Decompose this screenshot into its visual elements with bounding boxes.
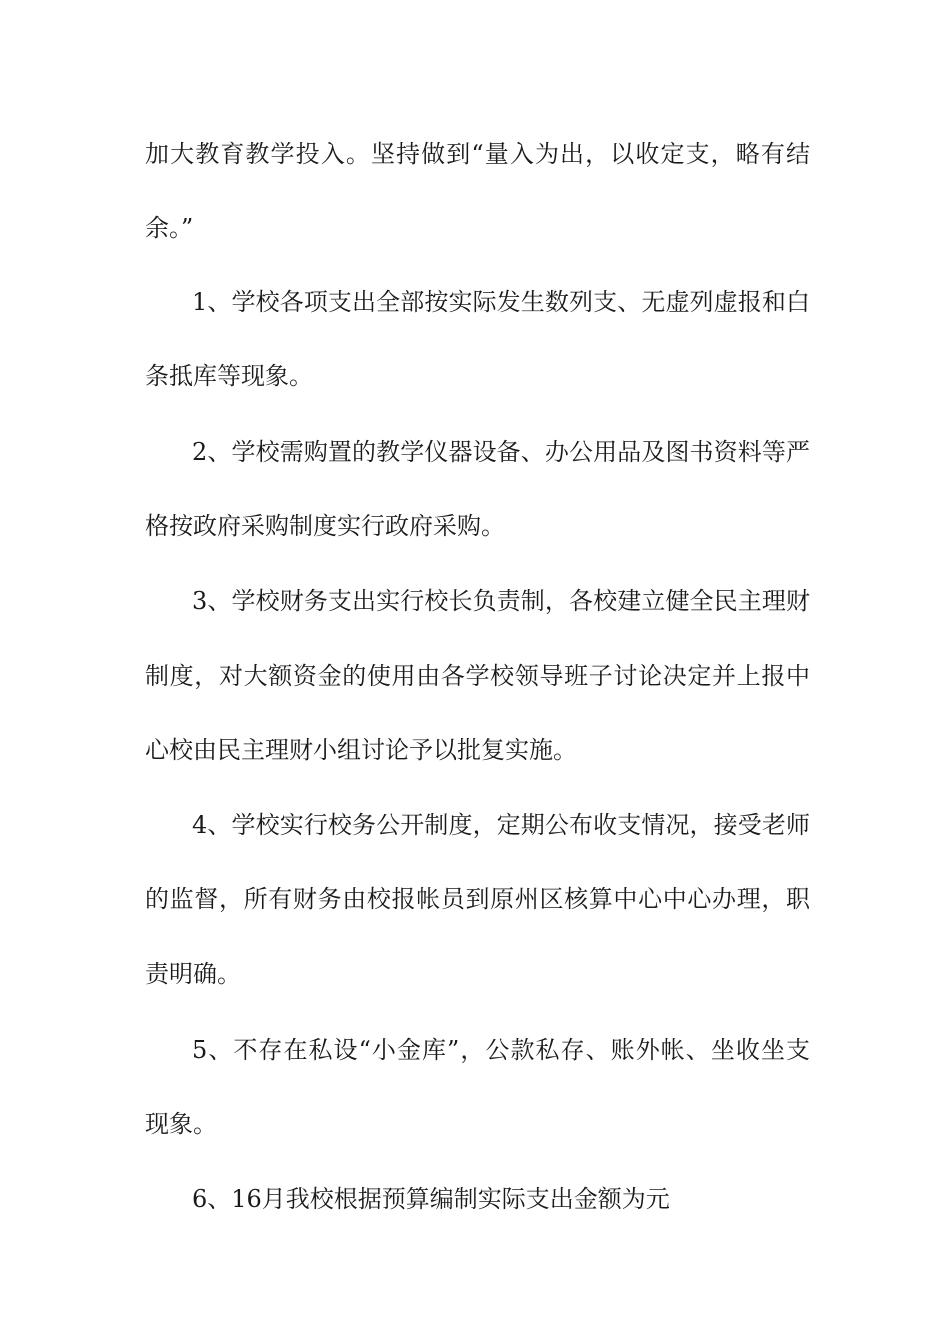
text-line: 心校由民主理财小组讨论予以批复实施。 [145,736,577,764]
text-line: 余。” [145,214,194,242]
text-line: 的监督，所有财务由校报帐员到原州区核算中心中心办理，职 [145,885,810,913]
paragraph-6-line: 6、16月我校根据预算编制实际支出金额为元 [192,1185,670,1213]
text-line: 格按政府采购制度实行政府采购。 [145,512,505,540]
text-line: 责明确。 [145,960,241,988]
paragraph-4-line: 4、学校实行校务公开制度，定期公布收支情况，接受老师 [192,811,810,839]
paragraph-3-line: 3、学校财务支出实行校长负责制，各校建立健全民主理财 [192,587,810,615]
text-line: 制度，对大额资金的使用由各学校领导班子讨论决定并上报中 [145,662,810,690]
paragraph-5-line: 5、不存在私设“小金库”，公款私存、账外帐、坐收坐支 [192,1036,810,1064]
paragraph-1-line: 1、学校各项支出全部按实际发生数列支、无虚列虚报和白 [192,288,810,316]
text-line: 现象。 [145,1110,217,1138]
text-line: 加大教育教学投入。坚持做到“量入为出，以收定支，略有结 [145,140,810,168]
paragraph-2-line: 2、学校需购置的教学仪器设备、办公用品及图书资料等严 [192,438,810,466]
text-line: 条抵库等现象。 [145,362,313,390]
